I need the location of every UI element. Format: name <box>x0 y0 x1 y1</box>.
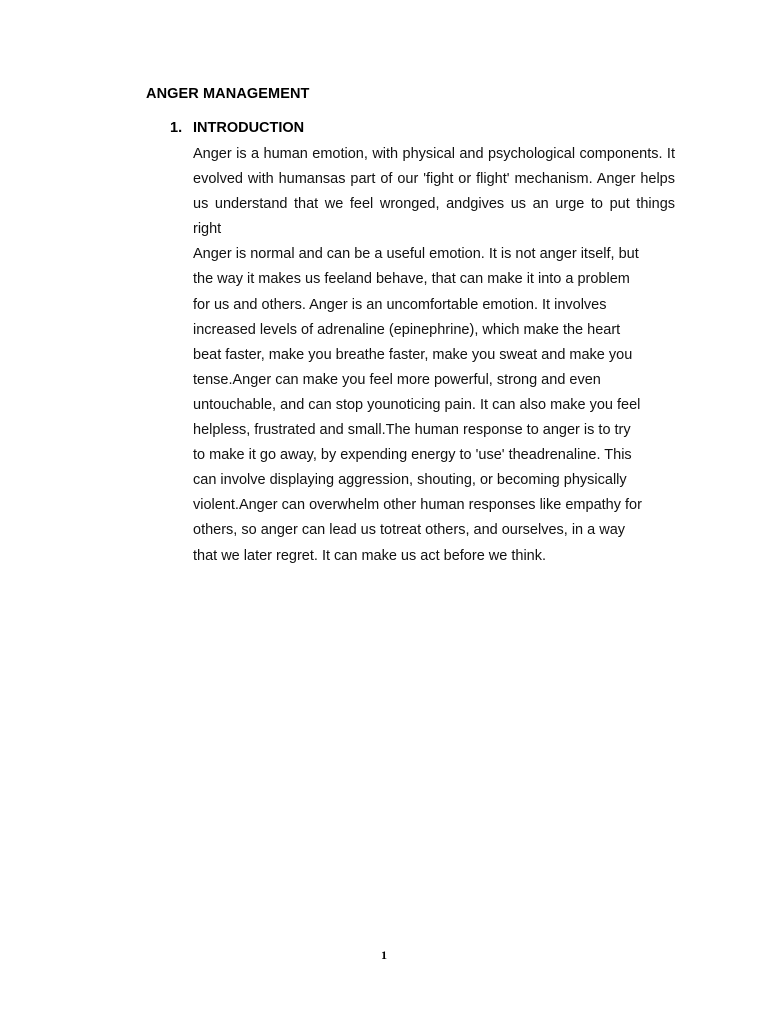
section-heading <box>170 120 304 136</box>
paragraph-2-line: for us and others. Anger is an uncomfortable emotion. It involves <box>193 296 607 313</box>
paragraph-2-line: helpless, frustrated and small.The human response to anger is to try <box>193 422 631 439</box>
paragraph-2-line: others, so anger can lead us totreat others, and ourselves, in a way <box>193 522 626 539</box>
paragraph-2 <box>193 242 675 568</box>
paragraph-2-line: violent.Anger can overwhelm other human responses like empathy for <box>193 497 642 514</box>
paragraph-1-text: Anger is a human emotion, with physical and psychological <box>193 146 576 162</box>
paragraph-2-line: Anger is normal and can be a useful emotion. It is not anger itself, but <box>193 246 639 263</box>
paragraph-2-line: the way it makes us feeland behave, that can make it into a problem <box>193 271 630 288</box>
page-number: 1 <box>381 948 387 962</box>
section-body <box>193 142 675 569</box>
paragraph-2-line: increased levels of adrenaline (epinephrine), which make the heart <box>193 321 621 338</box>
paragraph-2-line: untouchable, and can stop younoticing pain. It can also make you feel <box>193 396 641 413</box>
paragraph-2-line: that we later regret. It can make us act before we think. <box>193 547 547 564</box>
paragraph-2-line: tense.Anger can make you feel more powerful, strong and even <box>193 371 601 388</box>
paragraph-2-line: to make it go away, by expending energy to 'use' theadrenaline. This <box>193 447 632 464</box>
section-number: 1. <box>170 120 183 136</box>
paragraph-1-text: andgives us an urge to put things right <box>193 196 676 238</box>
document-title: ANGER MANAGEMENT <box>146 86 310 102</box>
paragraph-2-line: can involve displaying aggression, shouting, or becoming physically <box>193 472 627 489</box>
paragraph-1-text: mechanism. Anger helps us understand that we feel wronged, <box>193 171 675 213</box>
paragraph-1 <box>193 142 675 242</box>
paragraph-1-text: components. It evolved with humansas part of our 'fight or flight' <box>193 146 675 188</box>
section-heading-text: INTRODUCTION <box>193 120 305 136</box>
paragraph-2-line: beat faster, make you breathe faster, make you sweat and make you <box>193 346 633 363</box>
